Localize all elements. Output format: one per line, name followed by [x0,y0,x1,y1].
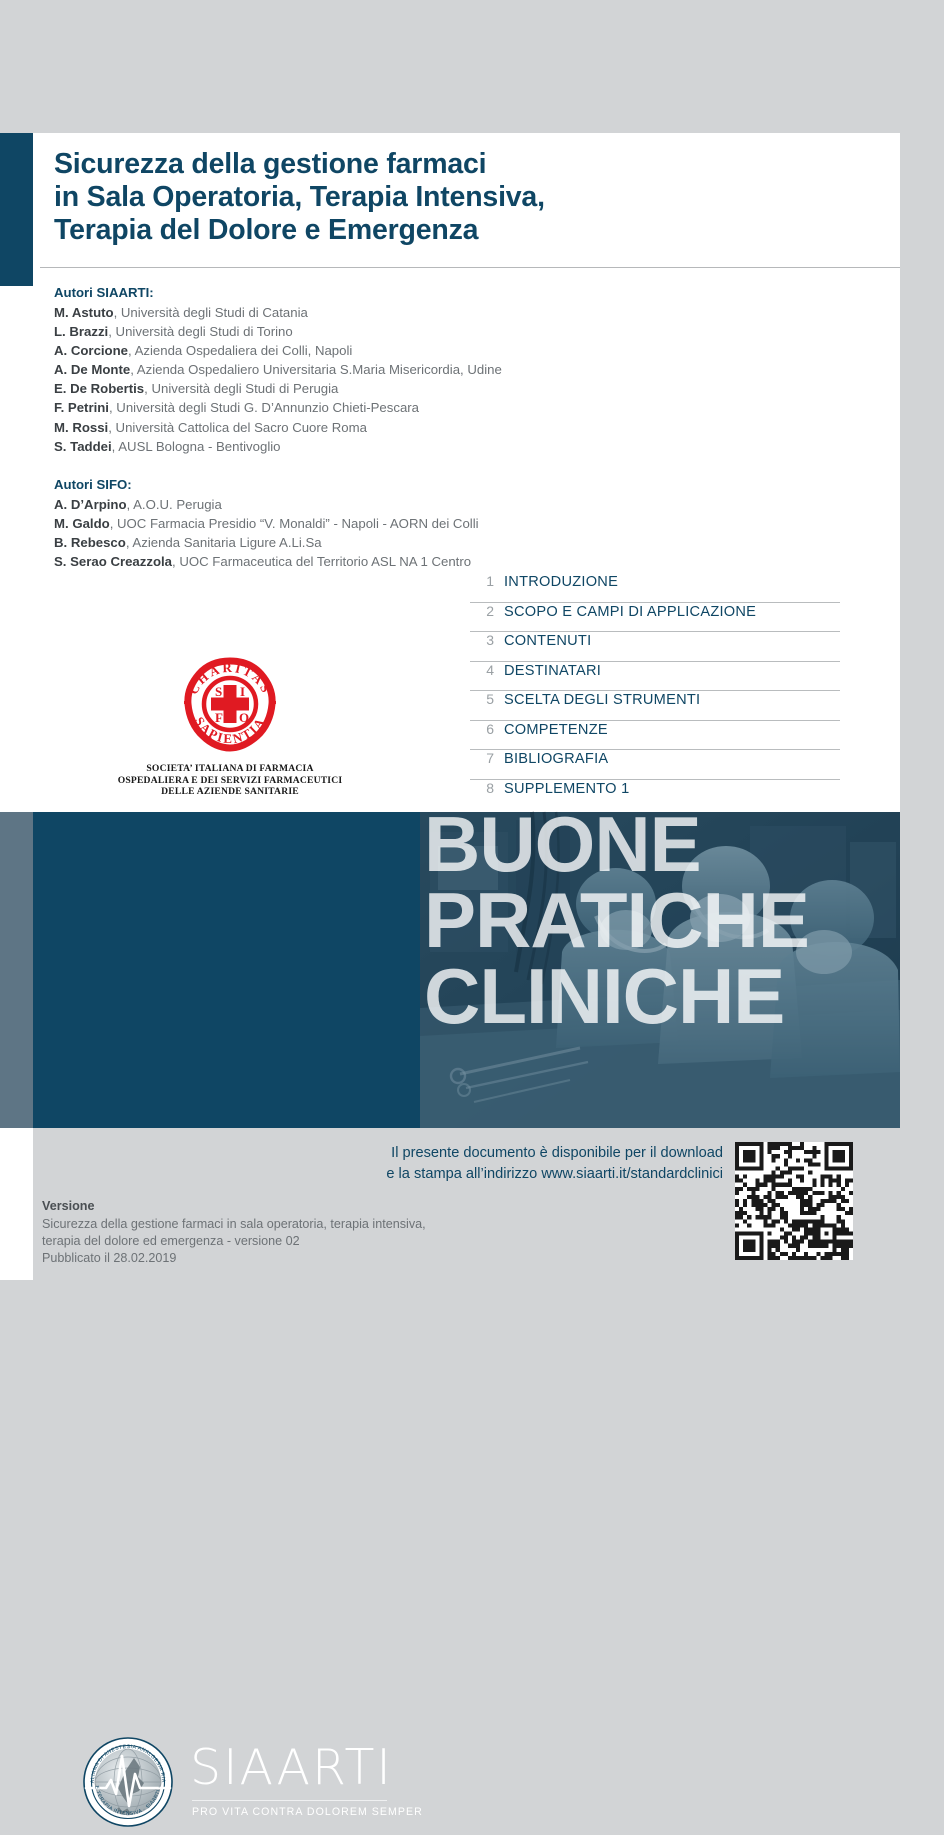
svg-text:F: F [215,710,223,725]
toc-item-label: SCOPO E CAMPI DI APPLICAZIONE [504,603,757,620]
author-entry [54,552,674,571]
svg-text:I: I [240,684,246,699]
toc-item-number: 2 [486,602,494,619]
author-affiliation: , Università degli Studi di Perugia [144,381,339,397]
toc-item-number: 1 [486,573,494,589]
svg-text:SOCIETA ITALIANA DI ANESTESIA: ALIANA DI ANESTESIA ANALGESIA RIA [89,1743,167,1784]
toc-item-1[interactable] [470,573,840,603]
table-of-contents [470,573,840,808]
download-note-line-2: e la stampa all’indirizzo www.siaarti.it/standardclinici [386,1166,723,1182]
toc-item-2[interactable] [470,603,840,633]
footer-left-white-strip [0,1128,33,1280]
author-name: M. Astuto [54,305,114,320]
hero-word-1: BUONE [424,800,701,888]
hero-word-2: PRATICHE [424,876,809,964]
sifo-seal-icon [178,652,282,756]
toc-item-8[interactable] [470,780,840,809]
toc-item-label: DESTINATARI [504,662,602,679]
svg-text:S: S [215,684,223,699]
siaarti-logo [82,1730,423,1835]
author-name: A. D’Arpino [54,496,127,512]
authors-sifo-heading: Autori SIFO: [54,476,132,492]
sifo-caption [90,763,370,798]
author-affiliation: , UOC Farmaceutica del Territorio ASL NA 1 Centro [172,554,472,570]
author-name: S. Serao Creazzola [54,554,173,570]
author-name: S. Taddei [54,438,112,454]
author-affiliation: , Università Cattolica del Sacro Cuore Roma [108,419,367,435]
author-name: F. Petrini [54,400,109,416]
sifo-caption-line-2: OSPEDALIERA E DEI SERVIZI FARMACEUTICI [117,774,343,786]
toc-item-4[interactable] [470,662,840,692]
authors-block [54,283,674,571]
toc-item-number: 7 [486,750,494,766]
author-name: A. De Monte [54,362,131,378]
author-entry [54,437,674,456]
toc-item-number: 4 [486,661,494,678]
author-entry [54,514,674,533]
operating-room-photo [420,812,900,1128]
author-entry [54,398,674,417]
authors-spacer [54,456,674,475]
title-divider [40,267,900,268]
author-affiliation: , UOC Farmacia Presidio “V. Monaldi” - Napoli - AORN dei Colli [109,515,479,531]
author-affiliation: , Azienda Ospedaliero Universitaria S.Maria Misericordia, Udine [130,362,502,378]
hero-left-strip [0,812,33,1128]
author-entry [54,533,674,552]
version-line-1: Sicurezza della gestione farmaci in sala operatoria, terapia intensiva, [42,1216,426,1231]
author-affiliation: , AUSL Bologna - Bentivoglio [111,438,281,454]
download-note [303,1143,723,1185]
toc-item-number: 3 [486,632,494,648]
author-affiliation: , Università degli Studi di Catania [113,305,308,320]
author-entry [54,379,674,398]
author-affiliation: , Università degli Studi di Torino [108,324,293,340]
toc-item-3[interactable] [470,632,840,662]
svg-text:E TERAPIA INTENSIVA · SIAART: E TERAPIA INTENSIVA · SIAARTI · [93,1785,163,1818]
siaarti-seal-icon [82,1736,174,1828]
download-note-line-1: Il presente documento è disponibile per il download [391,1145,723,1161]
toc-item-6[interactable] [470,721,840,751]
version-line-2: terapia del dolore ed emergenza - versione 02 [42,1233,300,1248]
author-name: A. Corcione [54,343,129,359]
author-name: E. De Robertis [54,381,145,397]
author-name: M. Rossi [54,419,109,435]
svg-text:CHARITAS: CHARITAS [185,659,275,697]
toc-item-label: SUPPLEMENTO 1 [504,780,630,797]
author-name: L. Brazzi [54,324,109,340]
qr-code[interactable] [735,1142,853,1260]
toc-item-number: 6 [486,720,494,737]
title-line-2: in Sala Operatoria, Terapia Intensiva, [54,181,545,213]
author-affiliation: , A.O.U. Perugia [126,496,222,512]
toc-item-number: 8 [486,779,494,796]
author-affiliation: , Università degli Studi G. D’Annunzio Chieti-Pescara [108,400,420,416]
hero-word-3: CLINICHE [424,952,785,1040]
sifo-caption-line-3: DELLE AZIENDE SANITARIE [161,786,299,798]
toc-item-label: INTRODUZIONE [504,574,619,590]
author-name: B. Rebesco [54,534,126,550]
version-block [42,1198,562,1267]
author-entry [54,322,674,341]
siaarti-tagline: PRO VITA CONTRA DOLOREM SEMPER [192,1806,423,1818]
author-entry [54,418,674,437]
author-affiliation: , Azienda Sanitaria Ligure A.Li.Sa [125,534,322,550]
version-heading: Versione [42,1199,95,1213]
toc-item-5[interactable] [470,691,840,721]
author-entry [54,360,674,379]
siaarti-wordmark-rule [192,1800,387,1801]
authors-siaarti-heading: Autori SIAARTI: [54,285,154,300]
page-title [54,148,854,247]
author-affiliation: , Azienda Ospedaliera dei Colli, Napoli [128,343,353,359]
svg-text:SAPIENTIA: SAPIENTIA [191,713,269,747]
authors-sifo-list [54,495,674,571]
toc-item-label: BIBLIOGRAFIA [504,751,609,767]
hero-navy-panel [33,812,420,1128]
title-line-1: Sicurezza della gestione farmaci [54,148,487,180]
author-entry [54,341,674,360]
authors-siaarti-list [54,303,674,456]
title-line-3: Terapia del Dolore e Emergenza [54,214,479,246]
top-grey-band [0,0,900,133]
title-accent-bar [0,133,33,286]
toc-item-7[interactable] [470,750,840,780]
author-name: M. Galdo [54,515,110,531]
svg-text:O: O [239,710,250,725]
version-line-3: Pubblicato il 28.02.2019 [42,1251,177,1266]
sifo-caption-line-1: SOCIETA’ ITALIANA DI FARMACIA [146,763,314,774]
toc-item-label: SCELTA DEGLI STRUMENTI [504,692,701,708]
siaarti-wordmark: SIAARTI [190,1739,393,1796]
toc-item-label: CONTENUTI [504,633,592,649]
author-entry [54,495,674,514]
toc-item-label: COMPETENZE [504,721,608,738]
toc-item-number: 5 [486,691,494,707]
sifo-logo [90,652,370,798]
author-entry [54,303,674,322]
